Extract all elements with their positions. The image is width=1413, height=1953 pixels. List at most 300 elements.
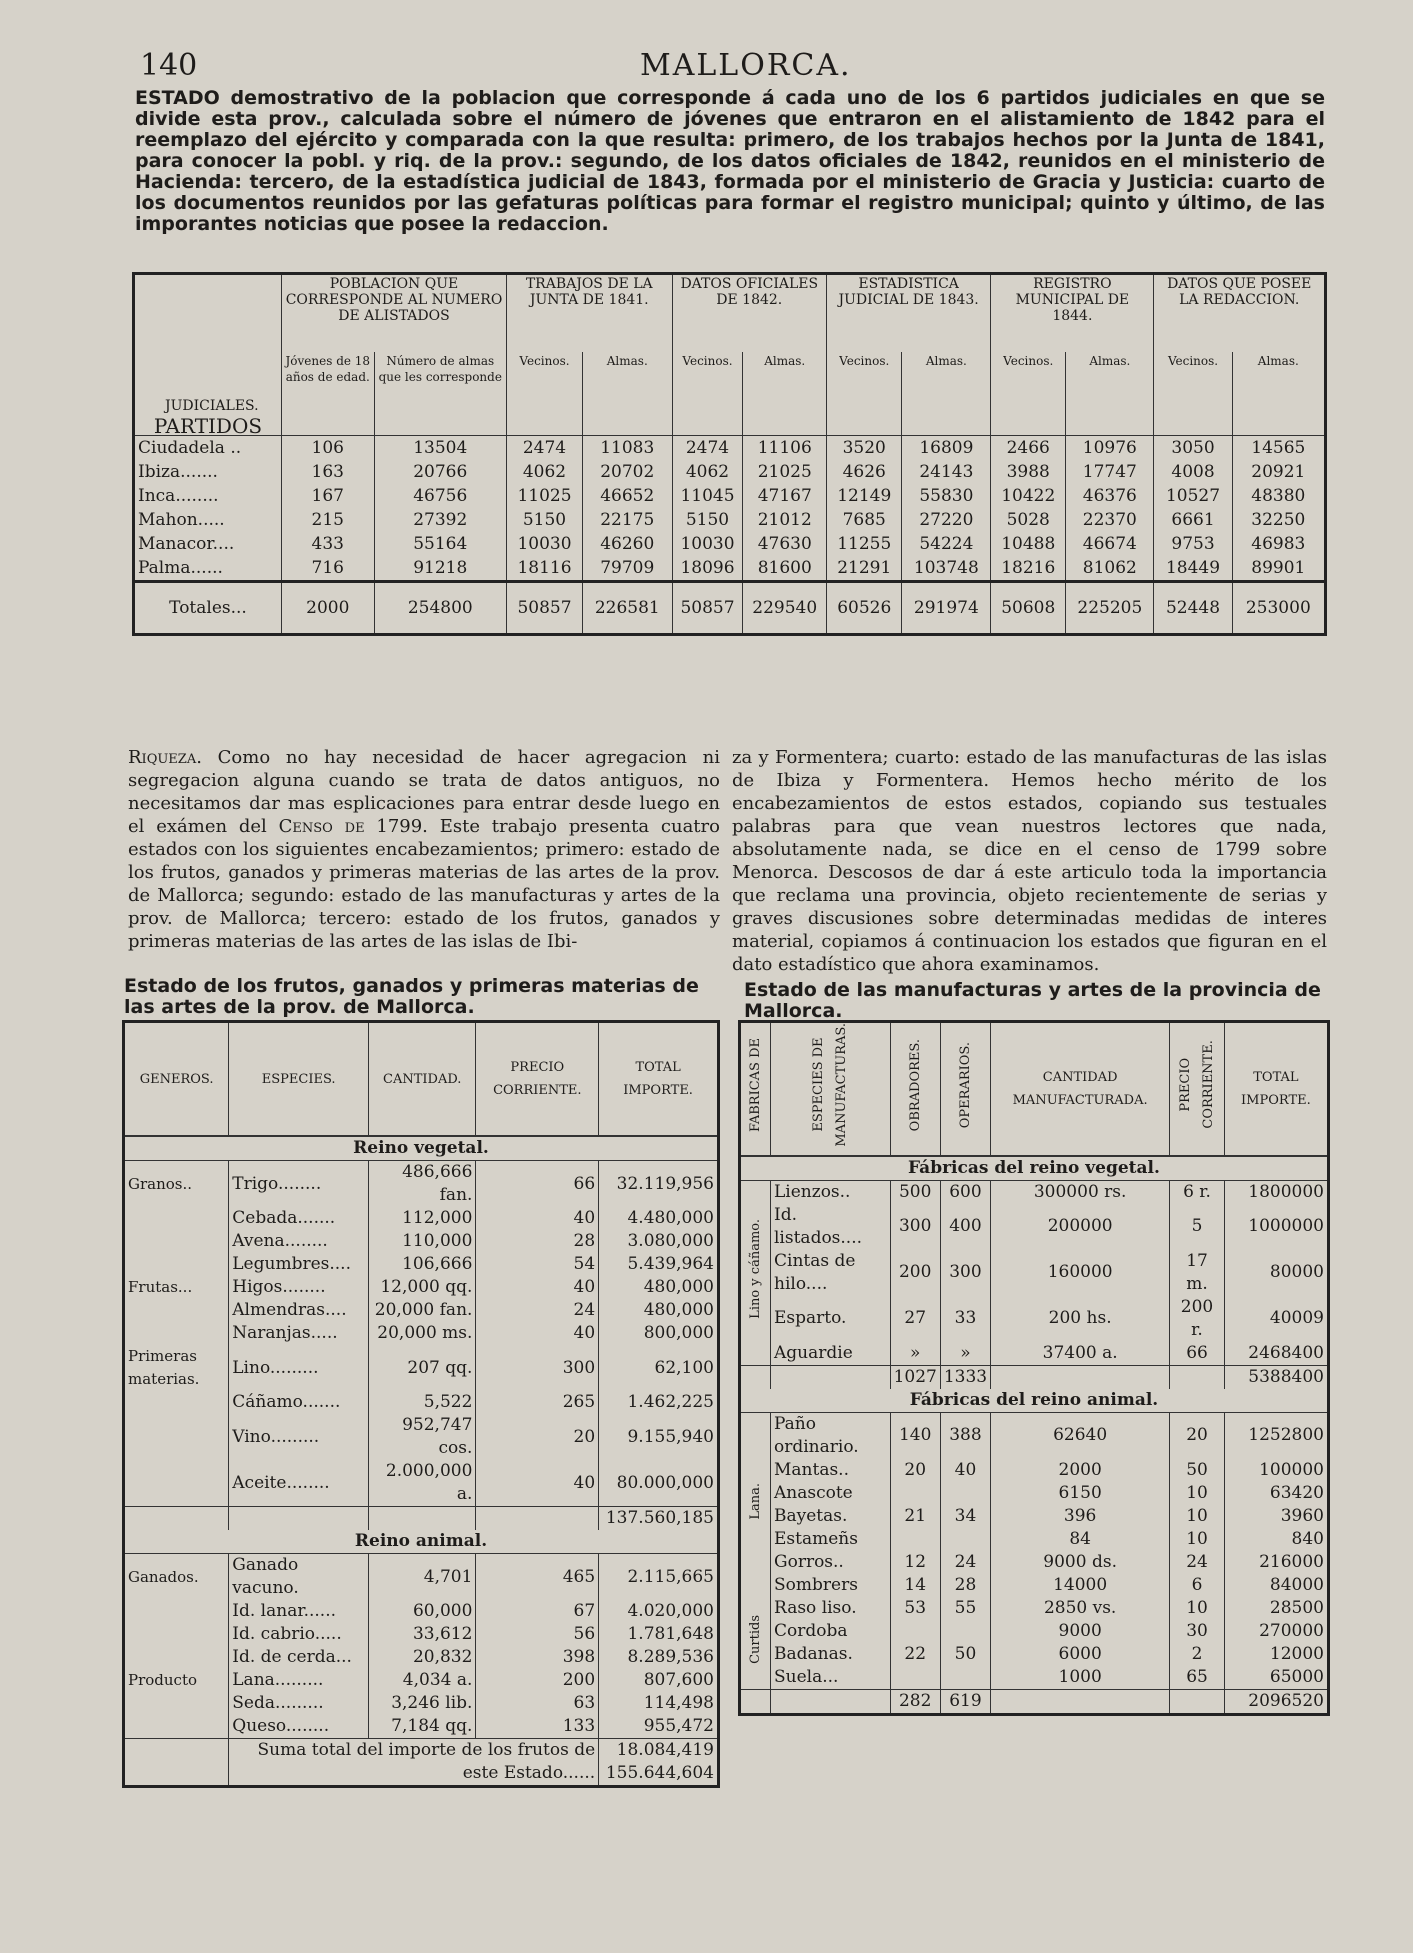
manufactura-row — [740, 1482, 1329, 1505]
importe-cell: 80000 — [1224, 1250, 1328, 1296]
table-cell: 2474 — [506, 436, 582, 461]
prose-right: za y Formentera; cuarto: estado de las manufacturas de las islas de Ibiza y Formentera. Hemos hecho mérito de los encabezamientos de estos estados, copiando sus testuales palabras para que vean nuestros lectores que nada, absolutamente nada, se dice en el censo de 1799 sobre Menorca. Descosos de dar á este articulo toda la importancia que reclama una provincia, objeto recientemente de serias y graves discusiones sobre determinadas medidas de interes material, copiamos á continuacion los estados que figuran en el dato estadístico que ahora examinamos. — [732, 747, 1327, 975]
precio-cell: 6 r. — [1170, 1180, 1225, 1204]
genero-cell — [124, 1230, 229, 1253]
cantidad-cell: 486,666 fan. — [369, 1161, 476, 1208]
table-cell: 5150 — [506, 508, 582, 532]
especie-cell: Lienzos.. — [771, 1180, 891, 1204]
cantidad-cell: 60,000 — [369, 1600, 476, 1623]
table-cell: 5028 — [991, 508, 1066, 532]
table-cell: 46260 — [583, 532, 673, 556]
table-cell: 3988 — [991, 460, 1066, 484]
fruto-row — [124, 1345, 719, 1391]
table-cell: 14565 — [1232, 436, 1325, 461]
partido-row — [134, 436, 1326, 461]
importe-cell: 840 — [1224, 1528, 1328, 1551]
column-header — [1170, 1022, 1225, 1156]
cantidad-cell: 9000 — [991, 1620, 1170, 1643]
importe-cell: 5.439,964 — [599, 1253, 719, 1276]
table-cell: 2474 — [672, 436, 743, 461]
especie-cell: Esparto. — [771, 1296, 891, 1342]
partido-row — [134, 484, 1326, 508]
cantidad-cell: 33,612 — [369, 1623, 476, 1646]
cantidad-cell: 84 — [991, 1528, 1170, 1551]
precio-cell: 200 — [476, 1669, 599, 1692]
table-cell: 4626 — [827, 460, 902, 484]
operarios-cell: 388 — [940, 1412, 990, 1459]
column-header-text: CANTIDAD MANUFACTURADA. — [1012, 1069, 1148, 1108]
vecinos-subheader: Vecinos. — [672, 352, 743, 436]
precio-cell: 20 — [1170, 1412, 1225, 1459]
importe-cell: 62,100 — [599, 1345, 719, 1391]
section-title: Reino vegetal. — [124, 1136, 719, 1161]
operarios-cell: 24 — [940, 1551, 990, 1574]
cantidad-cell: 5,522 — [369, 1391, 476, 1414]
precio-cell: 300 — [476, 1345, 599, 1391]
table-cell: 22175 — [583, 508, 673, 532]
manufactura-row — [740, 1597, 1329, 1620]
manufactura-row — [740, 1250, 1329, 1296]
table-cell: 7685 — [827, 508, 902, 532]
importe-cell: 100000 — [1224, 1459, 1328, 1482]
fruto-row — [124, 1414, 719, 1460]
table-cell: 48380 — [1232, 484, 1325, 508]
cantidad-cell: 6000 — [991, 1643, 1170, 1666]
column-header-text: OBRADORES. — [907, 1038, 923, 1131]
column-header — [740, 1022, 771, 1156]
importe-cell: 1.462,225 — [599, 1391, 719, 1414]
importe-cell: 270000 — [1224, 1620, 1328, 1643]
obradores-cell: » — [890, 1342, 940, 1366]
redaccion-header: DATOS QUE POSEE LA REDACCION. — [1154, 274, 1326, 352]
genero-cell — [124, 1715, 229, 1739]
manufactura-row — [740, 1528, 1329, 1551]
table-cell: 10030 — [672, 532, 743, 556]
table-cell: 10488 — [991, 532, 1066, 556]
table-cell: 21025 — [743, 460, 827, 484]
importe-cell: 2.115,665 — [599, 1554, 719, 1601]
column-header: CANTIDAD. — [369, 1022, 476, 1137]
lino-canamo-group: Lino y cáñamo. — [748, 1219, 763, 1320]
almas-subheader: Almas. — [1232, 352, 1325, 436]
table-cell: 32250 — [1232, 508, 1325, 532]
vecinos-subheader: Vecinos. — [506, 352, 582, 436]
obradores-cell — [890, 1666, 940, 1690]
importe-cell: 1.781,648 — [599, 1623, 719, 1646]
precio-cell: 17 m. — [1170, 1250, 1225, 1296]
table-cell: 215 — [282, 508, 375, 532]
suma-animal-value: 18.084,419 — [616, 1740, 714, 1760]
operarios-cell: » — [940, 1342, 990, 1366]
obradores-cell: 12 — [890, 1551, 940, 1574]
table-cell: 47167 — [743, 484, 827, 508]
obradores-cell: 22 — [890, 1643, 940, 1666]
genero-cell — [124, 1692, 229, 1715]
importe-cell: 4.020,000 — [599, 1600, 719, 1623]
genero-cell — [124, 1253, 229, 1276]
especie-cell: Gorros.. — [771, 1551, 891, 1574]
especie-cell: Aceite........ — [229, 1460, 369, 1507]
importe-cell: 63420 — [1224, 1482, 1328, 1505]
importe-cell: 3.080,000 — [599, 1230, 719, 1253]
total-cell: 254800 — [374, 582, 506, 635]
fruto-row — [124, 1669, 719, 1692]
almas-subheader: Almas. — [902, 352, 991, 436]
especie-cell: Trigo........ — [229, 1161, 369, 1208]
precio-cell: 20 — [476, 1414, 599, 1460]
cantidad-cell: 200 hs. — [991, 1296, 1170, 1342]
importe-cell: 12000 — [1224, 1643, 1328, 1666]
table-cell: 11255 — [827, 532, 902, 556]
fruto-row — [124, 1230, 719, 1253]
censo-label: Censo de 1799. — [278, 816, 428, 837]
total-cell: 225205 — [1066, 582, 1154, 635]
especie-cell: Aguardie — [771, 1342, 891, 1366]
table-cell: 163 — [282, 460, 375, 484]
importe-cell: 807,600 — [599, 1669, 719, 1692]
operarios-cell — [940, 1482, 990, 1505]
fruto-row — [124, 1276, 719, 1299]
table-cell: 167 — [282, 484, 375, 508]
table-cell: 20766 — [374, 460, 506, 484]
cantidad-cell: 20,000 ms. — [369, 1322, 476, 1345]
cantidad-cell: 200000 — [991, 1204, 1170, 1250]
total-cell: 2000 — [282, 582, 375, 635]
precio-cell: 265 — [476, 1391, 599, 1414]
population-table — [132, 272, 1327, 636]
table-cell: 16809 — [902, 436, 991, 461]
table-cell: 4008 — [1154, 460, 1232, 484]
trabajos-header: TRABAJOS DE LA JUNTA DE 1841. — [506, 274, 672, 352]
cantidad-cell: 4,034 a. — [369, 1669, 476, 1692]
especie-cell: Sombrers — [771, 1574, 891, 1597]
precio-cell: 24 — [1170, 1551, 1225, 1574]
especie-cell: Suela... — [771, 1666, 891, 1690]
estadistica-header: ESTADISTICA JUDICIAL DE 1843. — [827, 274, 991, 352]
table-cell: 4062 — [506, 460, 582, 484]
table-cell: 11106 — [743, 436, 827, 461]
obradores-cell: 300 — [890, 1204, 940, 1250]
precio-cell: 200 r. — [1170, 1296, 1225, 1342]
column-header-text: FABRICAS DE — [748, 1037, 763, 1132]
importe-cell: 216000 — [1224, 1551, 1328, 1574]
genero-cell — [124, 1646, 229, 1669]
obradores-cell — [890, 1528, 940, 1551]
curtidos-group: Curtids — [748, 1614, 763, 1664]
table-cell: 433 — [282, 532, 375, 556]
table-cell: 106 — [282, 436, 375, 461]
precio-cell: 465 — [476, 1554, 599, 1601]
operarios-cell: 300 — [940, 1250, 990, 1296]
fruto-row — [124, 1253, 719, 1276]
cantidad-cell: 20,832 — [369, 1646, 476, 1669]
precio-cell: 65 — [1170, 1666, 1225, 1690]
precio-cell: 24 — [476, 1299, 599, 1322]
especie-cell: Lino......... — [229, 1345, 369, 1391]
table-cell: 17747 — [1066, 460, 1154, 484]
cantidad-cell: 2.000,000 a. — [369, 1460, 476, 1507]
genero-cell — [124, 1299, 229, 1322]
total-cell: 291974 — [902, 582, 991, 635]
table-cell: 54224 — [902, 532, 991, 556]
especie-cell: Legumbres.... — [229, 1253, 369, 1276]
precio-cell: 40 — [476, 1276, 599, 1299]
cantidad-cell: 7,184 qq. — [369, 1715, 476, 1739]
obradores-cell: 27 — [890, 1296, 940, 1342]
importe-cell: 40009 — [1224, 1296, 1328, 1342]
genero-cell — [124, 1207, 229, 1230]
precio-cell: 398 — [476, 1646, 599, 1669]
genero-cell — [124, 1460, 229, 1507]
importe-cell: 3960 — [1224, 1505, 1328, 1528]
obradores-cell: 140 — [890, 1412, 940, 1459]
genero-cell — [124, 1600, 229, 1623]
obradores-cell — [890, 1620, 940, 1643]
importe-cell: 955,472 — [599, 1715, 719, 1739]
manufactura-row — [740, 1180, 1329, 1204]
especie-cell: Seda......... — [229, 1692, 369, 1715]
table-cell: 2466 — [991, 436, 1066, 461]
partido-name: Ibiza....... — [134, 460, 282, 484]
especie-cell: Mantas.. — [771, 1459, 891, 1482]
column-header — [1224, 1022, 1328, 1156]
table-cell: 20921 — [1232, 460, 1325, 484]
almas-subheader: Almas. — [743, 352, 827, 436]
fruto-row — [124, 1161, 719, 1208]
table-cell: 46983 — [1232, 532, 1325, 556]
cantidad-cell: 12,000 qq. — [369, 1276, 476, 1299]
genero-cell — [124, 1414, 229, 1460]
partidos-header: PARTIDOS — [153, 414, 263, 438]
manufactura-row — [740, 1505, 1329, 1528]
manufactura-row — [740, 1643, 1329, 1666]
column-header — [940, 1022, 990, 1156]
fruto-row — [124, 1460, 719, 1507]
importe-cell: 1252800 — [1224, 1412, 1328, 1459]
importe-cell: 4.480,000 — [599, 1207, 719, 1230]
especie-cell: Id. listados.... — [771, 1204, 891, 1250]
operarios-total: 619 — [940, 1689, 990, 1714]
partido-row — [134, 556, 1326, 582]
importe-cell: 84000 — [1224, 1574, 1328, 1597]
table-cell: 81600 — [743, 556, 827, 582]
table-cell: 10422 — [991, 484, 1066, 508]
especie-cell: Higos........ — [229, 1276, 369, 1299]
reino-vegetal-heading — [124, 1136, 719, 1161]
genero-cell: Frutas... — [124, 1276, 229, 1299]
cantidad-cell: 14000 — [991, 1574, 1170, 1597]
precio-cell: 50 — [1170, 1459, 1225, 1482]
partido-name: Palma...... — [134, 556, 282, 582]
column-header: TOTAL IMPORTE. — [599, 1022, 719, 1137]
genero-cell — [124, 1322, 229, 1345]
especie-cell: Id. de cerda... — [229, 1646, 369, 1669]
riqueza-label: Riqueza. — [128, 747, 202, 768]
obradores-total: 282 — [890, 1689, 940, 1714]
obradores-cell — [890, 1482, 940, 1505]
column-header: GENEROS. — [124, 1022, 229, 1137]
cantidad-cell: 1000 — [991, 1666, 1170, 1690]
vecinos-subheader: Vecinos. — [827, 352, 902, 436]
cantidad-cell: 6150 — [991, 1482, 1170, 1505]
almas-subheader: Número de almas que les corresponde — [374, 352, 506, 436]
fruto-row — [124, 1554, 719, 1601]
fruto-row — [124, 1600, 719, 1623]
cantidad-cell: 3,246 lib. — [369, 1692, 476, 1715]
lana-group: Lana. — [748, 1482, 763, 1520]
table-cell: 18096 — [672, 556, 743, 582]
partido-name: Mahon..... — [134, 508, 282, 532]
column-header-text: ESPECIES DE MANUFACTURAS. — [811, 1022, 850, 1147]
especie-cell: Id. lanar...... — [229, 1600, 369, 1623]
table-cell: 3520 — [827, 436, 902, 461]
manufactura-row — [740, 1342, 1329, 1366]
fruto-row — [124, 1391, 719, 1414]
cantidad-cell: 396 — [991, 1505, 1170, 1528]
especie-cell: Cordoba — [771, 1620, 891, 1643]
table-cell: 55164 — [374, 532, 506, 556]
table-cell: 46652 — [583, 484, 673, 508]
especie-cell: Anascote — [771, 1482, 891, 1505]
especie-cell: Raso liso. — [771, 1597, 891, 1620]
table-cell: 47630 — [743, 532, 827, 556]
table-cell: 4062 — [672, 460, 743, 484]
manufactura-row — [740, 1204, 1329, 1250]
column-header-text: TOTAL IMPORTE. — [1241, 1069, 1311, 1108]
table-cell: 11083 — [583, 436, 673, 461]
operarios-cell: 600 — [940, 1180, 990, 1204]
column-header — [890, 1022, 940, 1156]
total-cell: 60526 — [827, 582, 902, 635]
column-header: PRECIO CORRIENTE. — [476, 1022, 599, 1137]
precio-cell: 66 — [476, 1161, 599, 1208]
table-cell: 22370 — [1066, 508, 1154, 532]
cantidad-cell: 9000 ds. — [991, 1551, 1170, 1574]
table-cell: 81062 — [1066, 556, 1154, 582]
totals-row — [134, 582, 1326, 635]
obradores-cell: 53 — [890, 1597, 940, 1620]
genero-cell — [124, 1391, 229, 1414]
total-cell: 229540 — [743, 582, 827, 635]
total-cell: 226581 — [583, 582, 673, 635]
operarios-cell — [940, 1620, 990, 1643]
reino-animal-heading — [124, 1530, 719, 1554]
almas-subheader: Almas. — [583, 352, 673, 436]
suma-total-value: 155.644,604 — [605, 1763, 714, 1783]
cantidad-cell: 300000 rs. — [991, 1180, 1170, 1204]
obradores-cell: 21 — [890, 1505, 940, 1528]
cantidad-cell: 207 qq. — [369, 1345, 476, 1391]
importe-cell: 114,498 — [599, 1692, 719, 1715]
table-cell: 13504 — [374, 436, 506, 461]
cantidad-cell: 2850 vs. — [991, 1597, 1170, 1620]
table-cell: 89901 — [1232, 556, 1325, 582]
table-cell: 11045 — [672, 484, 743, 508]
manufactura-row — [740, 1412, 1329, 1459]
table-cell: 10030 — [506, 532, 582, 556]
precio-cell: 2 — [1170, 1643, 1225, 1666]
importe-cell: 480,000 — [599, 1299, 719, 1322]
importe-cell: 9.155,940 — [599, 1414, 719, 1460]
precio-cell: 133 — [476, 1715, 599, 1739]
precio-cell: 67 — [476, 1600, 599, 1623]
column-header — [991, 1022, 1170, 1156]
table-cell: 103748 — [902, 556, 991, 582]
fruto-row — [124, 1715, 719, 1739]
partido-name: Ciudadela .. — [134, 436, 282, 461]
suma-label: Suma total del importe de los frutos de este Estado...... — [229, 1739, 599, 1787]
precio-cell: 5 — [1170, 1204, 1225, 1250]
table-cell: 11025 — [506, 484, 582, 508]
table-cell: 9753 — [1154, 532, 1232, 556]
datos-header: DATOS OFICIALES DE 1842. — [672, 274, 827, 352]
importe-cell: 80.000,000 — [599, 1460, 719, 1507]
importe-total: 2096520 — [1224, 1689, 1328, 1714]
precio-cell: 66 — [1170, 1342, 1225, 1366]
table-cell: 21012 — [743, 508, 827, 532]
obradores-cell: 14 — [890, 1574, 940, 1597]
precio-cell: 10 — [1170, 1505, 1225, 1528]
table-cell: 10527 — [1154, 484, 1232, 508]
table-cell: 27392 — [374, 508, 506, 532]
column-header — [771, 1022, 891, 1156]
table-cell: 91218 — [374, 556, 506, 582]
operarios-cell: 28 — [940, 1574, 990, 1597]
registro-header: REGISTRO MUNICIPAL DE 1844. — [991, 274, 1154, 352]
fruto-row — [124, 1623, 719, 1646]
precio-cell: 10 — [1170, 1528, 1225, 1551]
operarios-cell: 33 — [940, 1296, 990, 1342]
importe-cell: 1000000 — [1224, 1204, 1328, 1250]
especie-cell: Queso........ — [229, 1715, 369, 1739]
table-cell: 79709 — [583, 556, 673, 582]
cantidad-cell: 20,000 fan. — [369, 1299, 476, 1322]
operarios-total: 1333 — [940, 1365, 990, 1389]
operarios-cell: 34 — [940, 1505, 990, 1528]
operarios-cell: 50 — [940, 1643, 990, 1666]
precio-cell: 10 — [1170, 1597, 1225, 1620]
operarios-cell: 400 — [940, 1204, 990, 1250]
obradores-cell: 500 — [890, 1180, 940, 1204]
cantidad-cell: 160000 — [991, 1250, 1170, 1296]
almas-subheader: Almas. — [1066, 352, 1154, 436]
operarios-cell: 55 — [940, 1597, 990, 1620]
table-cell: 24143 — [902, 460, 991, 484]
precio-cell: 54 — [476, 1253, 599, 1276]
cantidad-cell: 952,747 cos. — [369, 1414, 476, 1460]
manufacturas-table-title: Estado de las manufacturas y artes de la provincia de Mallorca. — [744, 979, 1321, 1022]
partido-row — [134, 532, 1326, 556]
manufactura-row — [740, 1459, 1329, 1482]
totals-label: Totales... — [134, 582, 282, 635]
column-header: ESPECIES. — [229, 1022, 369, 1137]
fabricas-vegetal-heading — [740, 1156, 1329, 1181]
section-title: Fábricas del reino vegetal. — [740, 1156, 1329, 1181]
subtotal-row — [740, 1689, 1329, 1714]
subtotal-value: 137.560,185 — [599, 1507, 719, 1531]
section-title: Reino animal. — [124, 1530, 719, 1554]
section-title: Fábricas del reino animal. — [740, 1389, 1329, 1413]
especie-cell: Cintas de hilo.... — [771, 1250, 891, 1296]
precio-cell: 40 — [476, 1207, 599, 1230]
cantidad-cell: 4,701 — [369, 1554, 476, 1601]
especie-cell: Naranjas..... — [229, 1322, 369, 1345]
table-cell: 21291 — [827, 556, 902, 582]
table-cell: 12149 — [827, 484, 902, 508]
table-cell: 20702 — [583, 460, 673, 484]
operarios-cell — [940, 1666, 990, 1690]
precio-cell: 63 — [476, 1692, 599, 1715]
